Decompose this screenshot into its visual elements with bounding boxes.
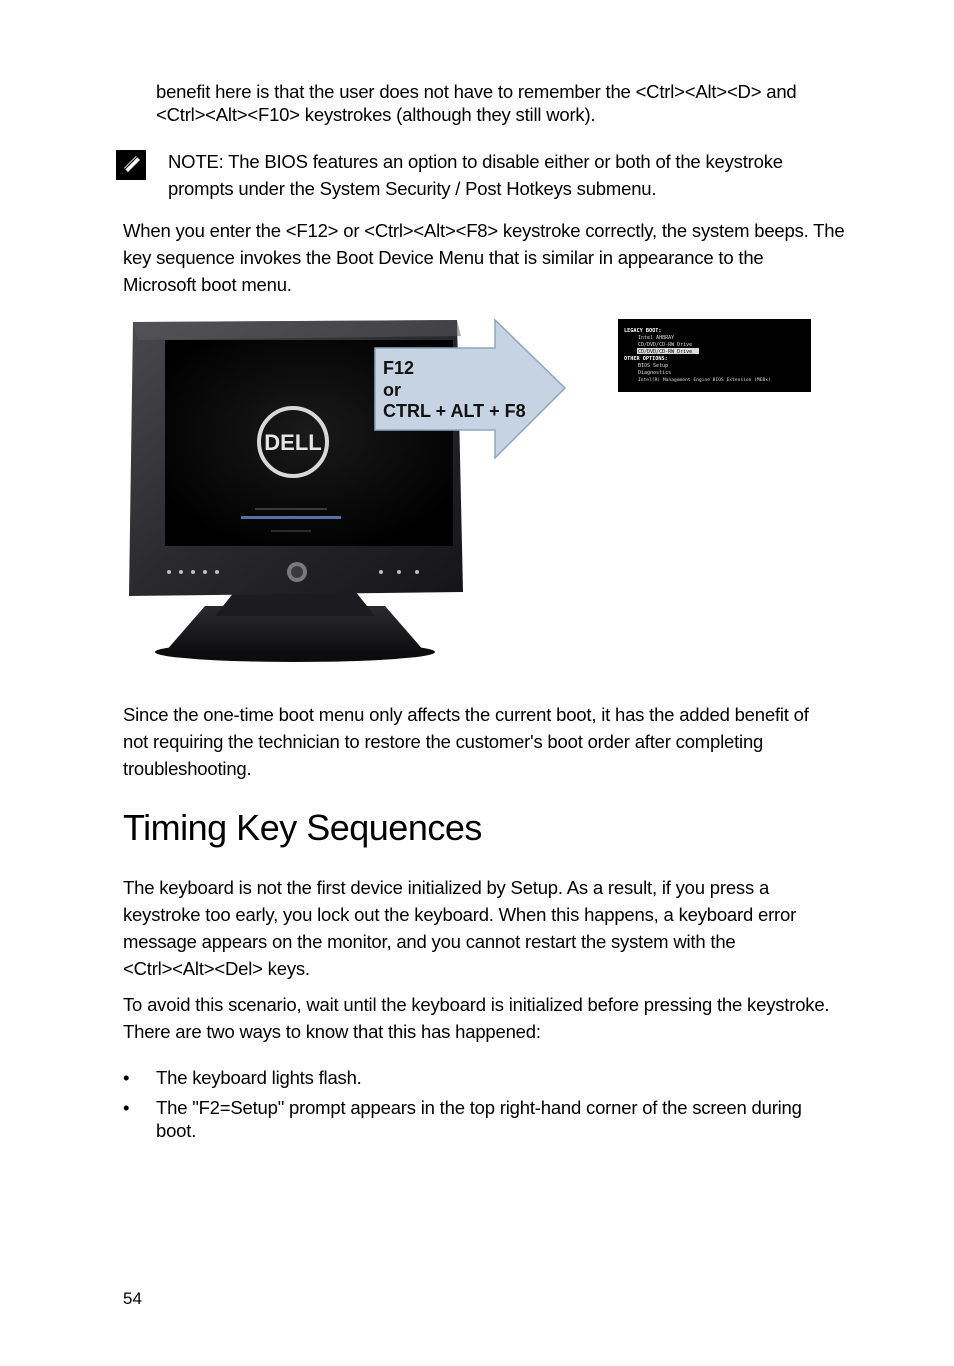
- bullet-marker: •: [123, 1067, 130, 1088]
- bios-line: Diagnostics: [638, 370, 672, 376]
- boot-line: When you enter the <F12> or <Ctrl><Alt><F8> keystroke correctly, the system beeps. The: [123, 220, 845, 241]
- onetime-paragraph: [123, 701, 809, 782]
- note-text: [168, 148, 783, 202]
- intro-line: benefit here is that the user does not have to remember the <Ctrl><Alt><D> and: [156, 81, 797, 102]
- bios-line: OTHER OPTIONS:: [624, 356, 668, 362]
- bullet-list: [0, 1064, 954, 1146]
- boot-menu-screenshot: [618, 319, 811, 392]
- pencil-note-icon: [116, 150, 146, 180]
- bios-line: LEGACY BOOT:: [624, 328, 662, 334]
- keyboard-paragraph: [123, 874, 796, 982]
- intro-line: <Ctrl><Alt><F10> keystrokes (although they still work).: [156, 104, 596, 125]
- onetime-line: troubleshooting.: [123, 758, 252, 779]
- bullet-marker: •: [123, 1097, 130, 1118]
- intro-paragraph: [156, 80, 797, 126]
- boot-line: key sequence invokes the Boot Device Menu that is similar in appearance to the: [123, 247, 764, 268]
- list-item: [0, 1064, 954, 1096]
- arrow-text-f12: F12: [383, 358, 415, 378]
- arrow-text-or: or: [383, 380, 401, 400]
- bios-line: CD/DVD/CD-RW Drive: [638, 342, 693, 348]
- avoid-paragraph: [123, 991, 829, 1045]
- page-number: 54: [123, 1289, 142, 1308]
- bullet-text: The "F2=Setup" prompt appears in the top right-hand corner of the screen during: [156, 1097, 802, 1118]
- monitor-logo-text: DELL: [264, 430, 322, 455]
- note-icon: [116, 150, 146, 180]
- keyboard-line: message appears on the monitor, and you cannot restart the system with the: [123, 931, 736, 952]
- bios-line-selected: CD/DVD/CD-RW Drive: [638, 349, 693, 355]
- keyboard-line: <Ctrl><Alt><Del> keys.: [123, 958, 310, 979]
- bios-line: BIOS Setup: [638, 363, 669, 369]
- bullet-text: The keyboard lights flash.: [156, 1067, 362, 1088]
- boot-paragraph: [123, 217, 844, 298]
- boot-line: Microsoft boot menu.: [123, 274, 292, 295]
- onetime-line: Since the one-time boot menu only affects the current boot, it has the added benefit of: [123, 704, 809, 725]
- dell-monitor-image: [125, 316, 570, 668]
- bullet-text: boot.: [156, 1120, 197, 1141]
- note-label: NOTE:: [168, 151, 224, 172]
- note-line-2: prompts under the System Security / Post Hotkeys submenu.: [168, 178, 657, 199]
- avoid-line: There are two ways to know that this has happened:: [123, 1021, 541, 1042]
- list-item: [0, 1096, 954, 1146]
- boot-menu-image: [618, 319, 811, 392]
- arrow-text-ctrl-alt-f8: CTRL + ALT + F8: [383, 401, 526, 421]
- section-heading: Timing Key Sequences: [123, 807, 482, 848]
- monitor-figure: [125, 316, 570, 668]
- keyboard-line: keystroke too early, you lock out the keyboard. When this happens, a keyboard error: [123, 904, 797, 925]
- bios-line: Intel AHBRAY: [638, 335, 675, 341]
- bios-line: Intel(R) Management Engine BIOS Extension (MEBx): [638, 378, 771, 383]
- note-line-1: The BIOS features an option to disable either or both of the keystroke: [223, 151, 783, 172]
- onetime-line: not requiring the technician to restore the customer's boot order after completing: [123, 731, 764, 752]
- avoid-line: To avoid this scenario, wait until the keyboard is initialized before pressing the keystroke.: [123, 994, 830, 1015]
- keyboard-line: The keyboard is not the first device initialized by Setup. As a result, if you press a: [123, 877, 770, 898]
